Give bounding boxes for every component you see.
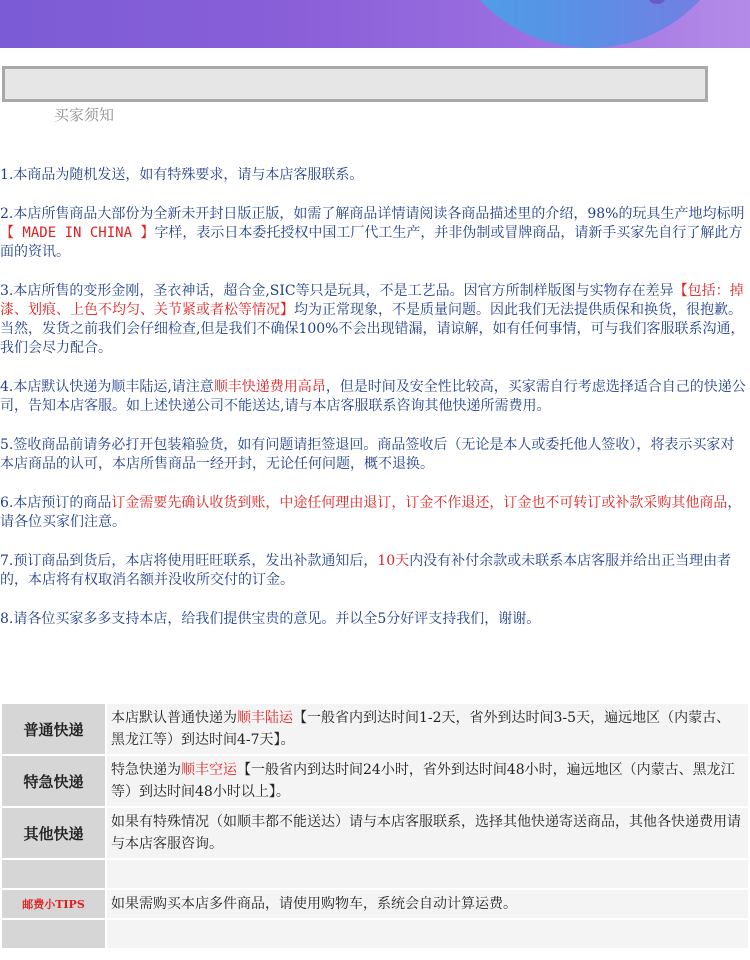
shipping-row: [1, 807, 749, 859]
text-segment: 内没有补付余款或未联系本店客服并给出正当理由者的，本店将有权取消名额并没收所交付的订金。: [0, 553, 732, 588]
section-bar: [2, 66, 708, 102]
text-segment: 4.本店默认快递为顺丰陆运,请注意: [0, 379, 214, 395]
text-segment: 5.签收商品前请务必打开包装箱验货，如有问题请拒签退回。商品签收后（无论是本人或委托他人签收），将表示买家对本店商品的认可，本店所售商品一经开封，无论任何问题，概不退换。: [0, 437, 735, 472]
highlight-text: 【 MADE IN CHINA 】: [0, 225, 155, 241]
text-segment: 【一般省内到达时间1-2天，省外到达时间3-5天，遍远地区（内蒙古、黑龙江等）到达时间4-7天】。: [111, 710, 731, 748]
text-segment: 本店默认普通快递为: [111, 710, 237, 726]
text-segment: 特急快递为: [111, 762, 181, 778]
text-segment: 8.请各位买家多多支持本店，给我们提供宝贵的意见。并以全5分好评支持我们，谢谢。: [0, 611, 541, 627]
text-segment: 均为正常现象，不是质量问题。因此我们无法提供质保和换货，很抱歉。当然，发货之前我们会仔细检查,但是我们不确保100%不会出现错漏，请谅解，如有任何事情，可与我们客服联系沟通，我们会尽力配合。: [0, 302, 745, 356]
text-segment: 3.本店所售的变形金刚，圣衣神话，超合金,SIC等只是玩具，不是工艺品。因官方所制样版图与实物存在差异: [0, 283, 674, 299]
shipping-row: [1, 703, 749, 755]
text-segment: 如果有特殊情况（如顺丰都不能送达）请与本店客服联系，选择其他快递寄送商品，其他各快递费用请与本店客服咨询。: [111, 814, 741, 852]
highlight-text: 10天: [377, 553, 410, 569]
highlight-text: 顺丰快递费用高昂: [213, 379, 326, 395]
shipping-row: [1, 889, 749, 919]
text-segment: 字样，表示日本委托授权中国工厂代工生产，并非伪制或冒牌商品，请新手买家先自行了解此方面的资讯。: [0, 225, 743, 260]
shipping-label: 其他快递: [1, 807, 106, 859]
text-segment: 如果需购买本店多件商品，请使用购物车，系统会自动计算运费。: [111, 896, 517, 912]
rule-item-4: [0, 378, 748, 416]
rule-item-1: [0, 166, 748, 185]
shipping-row: [1, 919, 749, 949]
shipping-detail: [106, 889, 749, 919]
banner-decoration: [440, 0, 740, 48]
shipping-label: 普通快递: [1, 703, 106, 755]
rules-list: [0, 166, 748, 649]
text-segment: 【一般省内到达时间24小时，省外到达时间48小时，遍远地区（内蒙古、黑龙江等）到达时间48小时以上】。: [111, 762, 735, 800]
highlight-text: 【包括：掉漆、划痕、上色不均匀、关节紧或者松等情况】: [0, 283, 744, 318]
rule-item-3: [0, 282, 748, 358]
shipping-row: [1, 755, 749, 807]
shipping-detail: [106, 703, 749, 755]
shipping-label: [1, 859, 106, 889]
shipping-detail: [106, 859, 749, 889]
shipping-detail: [106, 807, 749, 859]
notice-title: 买家须知: [54, 106, 115, 124]
shipping-row: [1, 859, 749, 889]
shipping-label: 特急快递: [1, 755, 106, 807]
highlight-text: 订金需要先确认收货到账，中途任何理由退订，订金不作退还，订金也不可转订或补款采购其他商品: [111, 495, 728, 511]
rule-item-6: [0, 494, 748, 532]
highlight-text: 顺丰陆运: [237, 710, 293, 726]
rule-item-8: [0, 610, 748, 629]
text-segment: 1.本商品为随机发送，如有特殊要求，请与本店客服联系。: [0, 167, 364, 183]
shipping-table: [0, 702, 750, 950]
text-segment: 2.本店所售商品大部份为全新未开封日版正版，如需了解商品详情请阅读各商品描述里的介绍，98%的玩具生产地均标明: [0, 206, 745, 222]
shipping-detail: [106, 755, 749, 807]
rule-item-5: [0, 436, 748, 474]
rule-item-7: [0, 552, 748, 590]
shipping-detail: [106, 919, 749, 949]
rule-item-2: [0, 205, 748, 262]
text-segment: 6.本店预订的商品: [0, 495, 112, 511]
text-segment: ，请各位买家们注意。: [0, 495, 742, 530]
shipping-label: [1, 919, 106, 949]
highlight-text: 顺丰空运: [181, 762, 237, 778]
text-segment: 7.预订商品到货后，本店将使用旺旺联系，发出补款通知后，: [0, 553, 378, 569]
text-segment: ，但是时间及安全性比较高，买家需自行考虑选择适合自己的快递公司，告知本店客服。如上述快递公司不能送达,请与本店客服联系咨询其他快递所需费用。: [0, 379, 746, 414]
header-banner: [0, 0, 750, 48]
shipping-label: 邮费小TIPS: [1, 889, 106, 919]
